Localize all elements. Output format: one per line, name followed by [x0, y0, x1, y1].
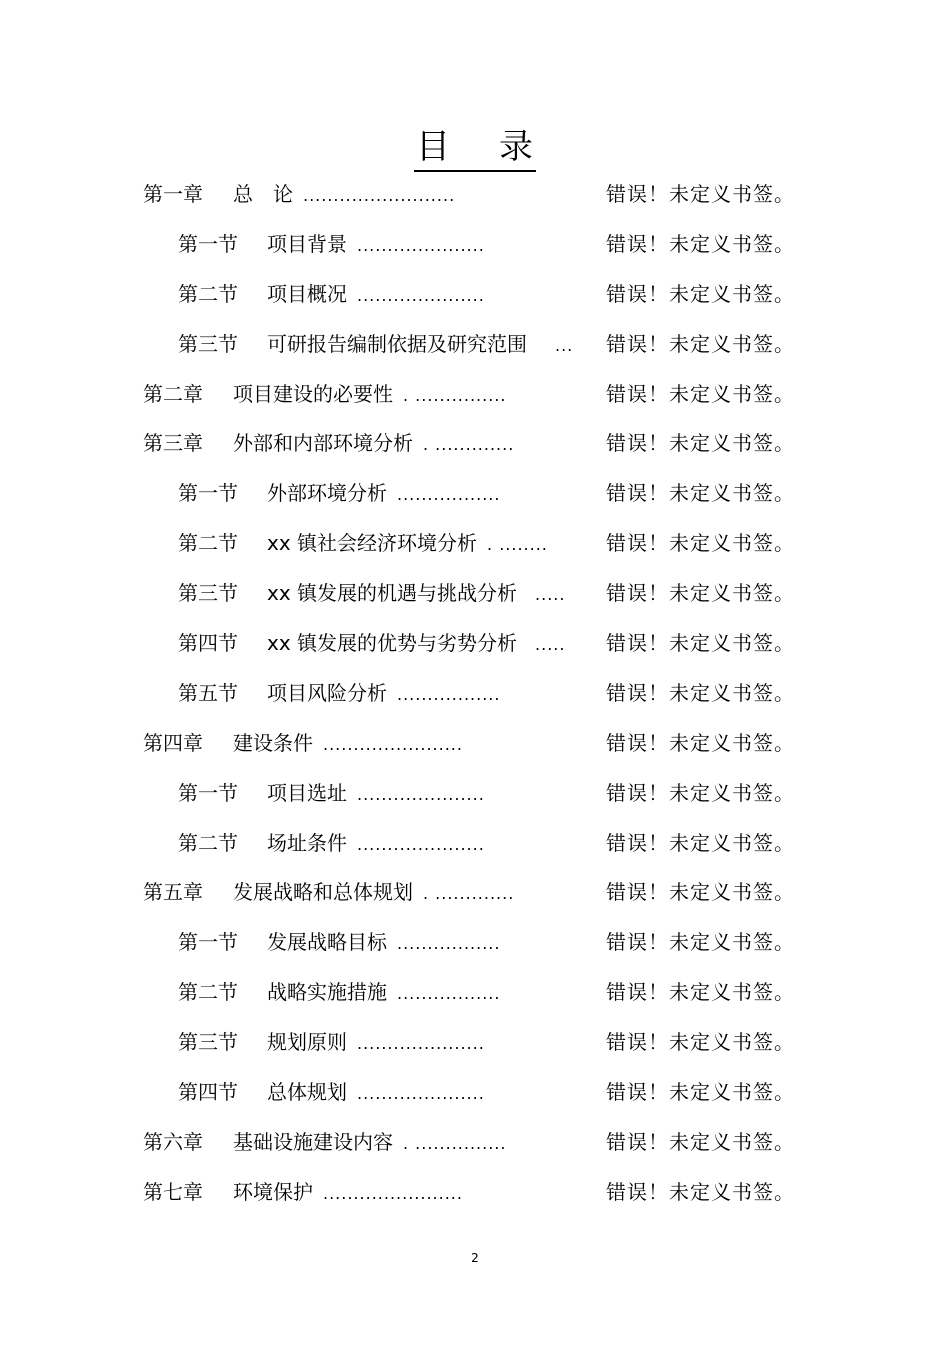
- toc-leader: . ........: [487, 535, 548, 555]
- toc-page-ref: 错误！未定义书签。: [606, 780, 795, 805]
- toc-page-ref: 错误！未定义书签。: [606, 331, 795, 356]
- toc-leader: .........................: [303, 186, 456, 205]
- toc-page-ref: 错误！未定义书签。: [606, 1030, 795, 1055]
- toc-page-ref: 错误！未定义书签。: [606, 830, 795, 855]
- toc-number: 第五章: [143, 880, 203, 905]
- toc-title: 项目风险分析: [267, 680, 387, 705]
- toc-page-ref: 错误！未定义书签。: [606, 231, 795, 256]
- toc-number: 第七章: [143, 1179, 203, 1204]
- toc-number: 第一章: [143, 182, 203, 206]
- toc-title: 建设条件: [233, 730, 313, 755]
- toc-title: 战略实施措施: [267, 980, 387, 1005]
- toc-chapter-2[interactable]: [0, 370, 950, 420]
- toc-page-ref: 错误！未定义书签。: [606, 381, 795, 406]
- toc-page-ref: 错误！未定义书签。: [606, 531, 795, 556]
- toc-number: 第一节: [178, 231, 238, 256]
- toc-chapter-4[interactable]: [0, 719, 950, 769]
- toc-page-ref: 错误！未定义书签。: [606, 481, 795, 506]
- toc-title: 规划原则: [267, 1030, 347, 1055]
- toc-number: 第二节: [178, 531, 238, 556]
- toc-chapter-1[interactable]: [0, 170, 950, 220]
- toc-page-ref: 错误！未定义书签。: [606, 1129, 795, 1154]
- toc-section-4-1[interactable]: [0, 769, 950, 819]
- table-of-contents: [0, 170, 950, 1218]
- toc-chapter-6[interactable]: [0, 1118, 950, 1168]
- title-underline: [414, 126, 536, 172]
- toc-leader: .................: [397, 485, 501, 505]
- toc-section-1-3[interactable]: [0, 320, 950, 370]
- toc-page-ref: 错误！未定义书签。: [606, 930, 795, 955]
- toc-section-5-2[interactable]: [0, 968, 950, 1018]
- toc-page-ref: 错误！未定义书签。: [606, 1179, 795, 1204]
- toc-section-1-2[interactable]: [0, 270, 950, 320]
- toc-leader: .....................: [357, 285, 485, 305]
- toc-title: 总体规划: [267, 1080, 347, 1105]
- toc-title: 总 论: [233, 182, 293, 206]
- toc-title: 项目选址: [267, 780, 347, 805]
- toc-leader: .....................: [357, 235, 485, 255]
- toc-leader: .......................: [323, 1183, 463, 1203]
- toc-number: 第三章: [143, 431, 203, 456]
- toc-title: 项目建设的必要性: [233, 381, 393, 406]
- page-number: 2: [471, 1251, 479, 1265]
- toc-title: xx 镇发展的优势与劣势分析: [267, 631, 518, 656]
- toc-page-ref: 错误！未定义书签。: [606, 680, 795, 705]
- toc-leader: .................: [397, 684, 501, 704]
- toc-chapter-3[interactable]: [0, 419, 950, 469]
- toc-leader: .....: [535, 585, 566, 605]
- toc-title: 项目概况: [267, 281, 347, 306]
- page-title: [0, 126, 950, 172]
- toc-number: 第二节: [178, 830, 238, 855]
- toc-title: 发展战略目标: [267, 930, 387, 955]
- toc-number: 第二章: [143, 381, 203, 406]
- toc-page-ref: 错误！未定义书签。: [606, 631, 795, 656]
- toc-title: 可研报告编制依据及研究范围: [267, 331, 527, 356]
- toc-section-3-3[interactable]: [0, 569, 950, 619]
- toc-section-3-2[interactable]: [0, 519, 950, 569]
- toc-title: 场址条件: [267, 830, 347, 855]
- toc-page-ref: 错误！未定义书签。: [606, 281, 795, 306]
- toc-leader: . ...............: [403, 385, 507, 405]
- toc-number: 第一节: [178, 780, 238, 805]
- toc-number: 第一节: [178, 481, 238, 506]
- toc-chapter-7[interactable]: [0, 1168, 950, 1218]
- toc-number: 第三节: [178, 1030, 238, 1055]
- toc-section-3-1[interactable]: [0, 469, 950, 519]
- toc-leader: . .............: [423, 884, 515, 904]
- toc-leader: . ...............: [403, 1133, 507, 1153]
- toc-page-ref: 错误！未定义书签。: [606, 1080, 795, 1105]
- toc-section-1-1[interactable]: [0, 220, 950, 270]
- title-char-right: 录: [499, 127, 534, 167]
- title-char-left: 目: [416, 127, 451, 167]
- toc-section-5-1[interactable]: [0, 918, 950, 968]
- toc-title: xx 镇发展的机遇与挑战分析: [267, 581, 518, 606]
- toc-title: 环境保护: [233, 1179, 313, 1204]
- toc-title: 发展战略和总体规划: [233, 880, 413, 905]
- toc-leader: .....................: [357, 1034, 485, 1054]
- toc-leader: .................: [397, 984, 501, 1004]
- toc-number: 第二节: [178, 980, 238, 1005]
- toc-page-ref: 错误！未定义书签。: [606, 980, 795, 1005]
- toc-title: 外部和内部环境分析: [233, 431, 413, 456]
- toc-number: 第四节: [178, 1080, 238, 1105]
- toc-chapter-5[interactable]: [0, 868, 950, 918]
- toc-page-ref: 错误！未定义书签。: [606, 581, 795, 606]
- toc-leader: . .............: [423, 435, 515, 455]
- toc-title: 外部环境分析: [267, 481, 387, 506]
- toc-number: 第六章: [143, 1129, 203, 1154]
- toc-page-ref: 错误！未定义书签。: [606, 182, 795, 206]
- toc-number: 第三节: [178, 581, 238, 606]
- toc-page-ref: 错误！未定义书签。: [606, 431, 795, 456]
- toc-page-ref: 错误！未定义书签。: [606, 880, 795, 905]
- toc-section-4-2[interactable]: [0, 819, 950, 869]
- toc-number: 第四章: [143, 730, 203, 755]
- toc-leader: .....................: [357, 834, 485, 854]
- toc-number: 第五节: [178, 680, 238, 705]
- toc-number: 第三节: [178, 331, 238, 356]
- toc-section-5-3[interactable]: [0, 1018, 950, 1068]
- toc-section-5-4[interactable]: [0, 1068, 950, 1118]
- toc-section-3-5[interactable]: [0, 669, 950, 719]
- toc-section-3-4[interactable]: [0, 619, 950, 669]
- toc-leader: .....................: [357, 784, 485, 804]
- toc-leader: ...: [555, 335, 574, 355]
- toc-number: 第一节: [178, 930, 238, 955]
- toc-number: 第二节: [178, 281, 238, 306]
- toc-title: 项目背景: [267, 231, 347, 256]
- toc-number: 第四节: [178, 631, 238, 656]
- toc-page-ref: 错误！未定义书签。: [606, 730, 795, 755]
- toc-leader: .....................: [357, 1084, 485, 1104]
- toc-leader: .................: [397, 934, 501, 954]
- toc-leader: .......................: [323, 734, 463, 754]
- toc-leader: .....: [535, 635, 566, 655]
- toc-title: xx 镇社会经济环境分析: [267, 531, 478, 556]
- toc-title: 基础设施建设内容: [233, 1129, 393, 1154]
